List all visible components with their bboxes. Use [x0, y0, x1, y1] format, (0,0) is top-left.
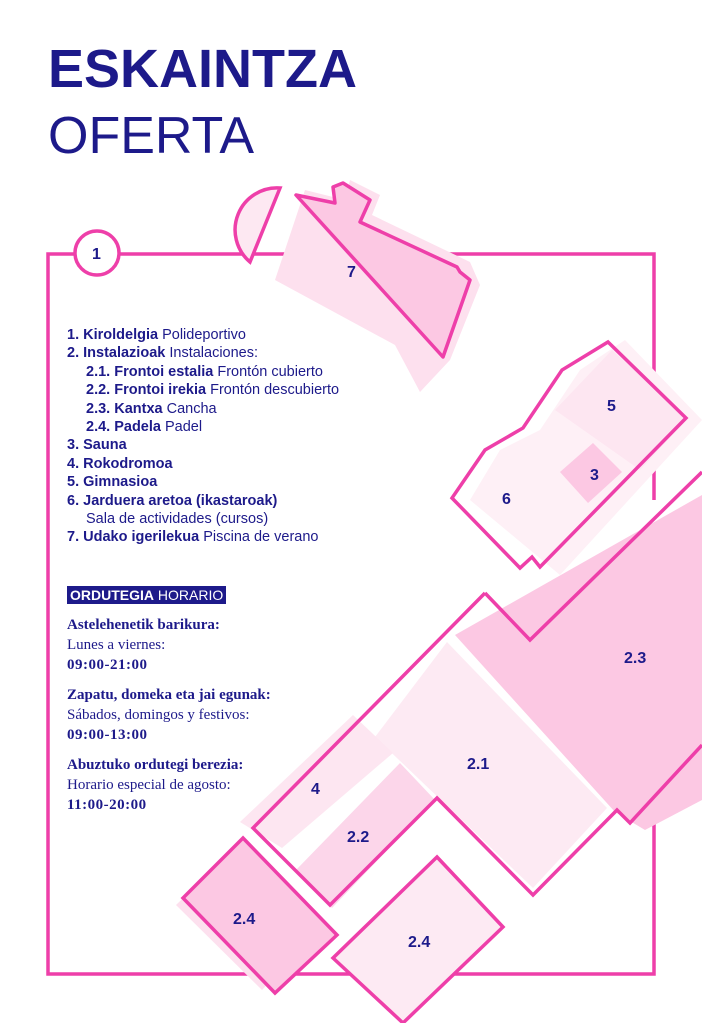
- map-label-2-1: 2.1: [467, 756, 490, 773]
- svg-text:1: 1: [92, 246, 101, 263]
- map-label-2-2: 2.2: [347, 829, 370, 846]
- legend-item: 2.4. Padela Padel: [86, 419, 203, 436]
- legend-item: 1. Kiroldelgia Polideportivo: [67, 327, 246, 343]
- page-title: ESKAINTZA: [48, 39, 357, 99]
- map-label-2-4-b: 2.4: [408, 934, 431, 951]
- facility-legend: [67, 326, 339, 547]
- legend-item: 2.3. Kantxa Cancha: [86, 400, 217, 417]
- legend-item: 2.2. Frontoi irekia Frontón descubierto: [86, 382, 340, 399]
- legend-item: 2. Instalazioak Instalaciones:: [67, 345, 259, 362]
- legend-item: 3. Sauna: [67, 437, 127, 454]
- legend-item: 6. Jarduera aretoa (ikastaroak): [67, 492, 278, 509]
- hours-block: Zapatu, domeka eta jai egunak: Sábados, domingos y festivos: 09:00-13:00: [67, 687, 271, 743]
- legend-item-sub: Sala de actividades (cursos): [86, 511, 269, 528]
- opening-hours: [67, 586, 271, 815]
- map-label-5: 5: [607, 398, 616, 415]
- map-label-7: 7: [347, 264, 356, 281]
- hours-block: Abuztuko ordutegi berezia: Horario especial de agosto: 11:00-20:00: [67, 757, 244, 813]
- map-label-2-3: 2.3: [624, 650, 647, 667]
- legend-item: 7. Udako igerilekua Piscina de verano: [67, 529, 319, 546]
- map-label-2-4-a: 2.4: [233, 911, 256, 928]
- legend-item: 4. Rokodromoa: [67, 455, 173, 472]
- map-badge: [75, 231, 119, 275]
- hours-badge: ORDUTEGIA HORARIO: [67, 586, 226, 604]
- map-label-3: 3: [590, 467, 599, 484]
- legend-item: 5. Gimnasioa: [67, 474, 158, 491]
- map-label-6: 6: [502, 491, 511, 508]
- legend-item: 2.1. Frontoi estalia Frontón cubierto: [86, 363, 323, 380]
- map-label-4: 4: [311, 781, 320, 798]
- hours-block: Astelehenetik barikura: Lunes a viernes: 09:00-21:00: [67, 617, 220, 673]
- page-subtitle: OFERTA: [48, 107, 255, 165]
